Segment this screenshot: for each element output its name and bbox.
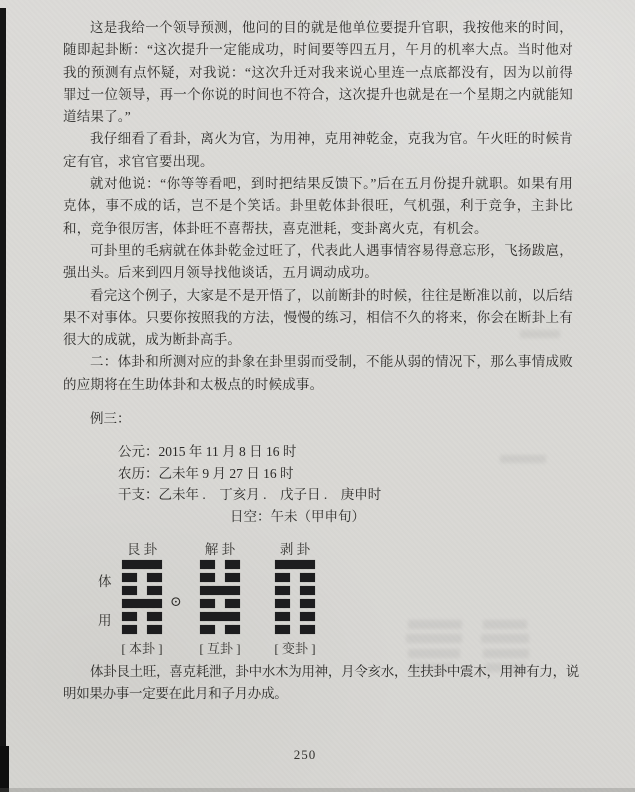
hexagram-title: 艮 卦 bbox=[126, 542, 158, 557]
bleed-through-mark bbox=[481, 634, 529, 643]
hexagram-diagram bbox=[63, 538, 363, 668]
hexagram-caption: [ 变卦 ] bbox=[274, 641, 316, 656]
hexagram-hu-gua bbox=[200, 538, 240, 657]
bleed-through-mark bbox=[408, 649, 460, 658]
yin-line bbox=[275, 599, 315, 608]
hexagram-caption: [ 互卦 ] bbox=[199, 641, 241, 656]
hexagram-title: 剥 卦 bbox=[279, 542, 311, 557]
yin-line bbox=[122, 586, 162, 595]
yang-line bbox=[200, 612, 240, 621]
body-paragraph: 这是我给一个领导预测，他问的目的就是他单位要提升官职，我按他来的时间，随即起卦断：“这次提升一定能成功，时间要等四五月，午月的机率大点。当时他对我的预测有点怀疑，对我说：“这次升迁对我来说心里连一点底都没有，因为以前得罪过一位领导，再一个你说的时间也不符合，这次提升也就是在一个星期之内就能知道结果了。” bbox=[63, 20, 573, 125]
date-line-lunar: 农历：乙未年 9 月 27 日 16 时 bbox=[118, 465, 294, 481]
hexagram-bian-gua bbox=[275, 538, 315, 657]
yang-line bbox=[275, 560, 315, 569]
hexagram-lines bbox=[200, 560, 240, 634]
bleed-through-mark bbox=[406, 634, 462, 643]
body-paragraph: 二：体卦和所测对应的卦象在卦里弱而受制，不能从弱的情况下，那么事情成败的应期将在生助体卦和太极点的时候成事。 bbox=[63, 354, 573, 392]
body-paragraph: 我仔细看了看卦，离火为官，为用神，克用神乾金，克我为官。午火旺的时候肯定有官，求官官要出现。 bbox=[63, 131, 573, 169]
scan-edge-bottom bbox=[0, 788, 635, 792]
bleed-through-mark bbox=[483, 620, 527, 629]
yin-line bbox=[122, 625, 162, 634]
yin-line bbox=[122, 573, 162, 582]
bleed-through-mark bbox=[408, 620, 462, 629]
moving-line-marker-icon: ⊙ bbox=[170, 595, 182, 610]
ti-body-label: 体 bbox=[98, 574, 112, 589]
page-number: 250 bbox=[293, 747, 317, 762]
hexagram-ben-gua bbox=[122, 538, 162, 657]
body-paragraph: 可卦里的毛病就在体卦乾金过旺了，代表此人遇事情容易得意忘形，飞扬跋扈，强出头。后来到四月领导找他谈话，五月调动成功。 bbox=[63, 242, 573, 281]
closing-paragraph: 体卦艮土旺，喜克耗泄，卦中水木为用神，月令亥水，生扶卦中震木，用神有力，说明如果办事一定要在此月和子月办成。 bbox=[63, 664, 579, 702]
yin-line bbox=[275, 573, 315, 582]
yin-line bbox=[275, 625, 315, 634]
hexagram-lines bbox=[275, 560, 315, 634]
yang-line bbox=[122, 599, 162, 608]
yin-line bbox=[200, 599, 240, 608]
yong-use-label: 用 bbox=[98, 613, 112, 628]
body-paragraph: 看完这个例子，大家是不是开悟了，以前断卦的时候，往往是断准以前，以后结果不对事体。只要你按照我的方法，慢慢的练习，相信不久的将来，你会在断卦上有很大的成就，成为断卦高手。 bbox=[63, 287, 573, 348]
example-label: 例三： bbox=[90, 411, 131, 427]
bleed-through-mark bbox=[500, 455, 546, 463]
yin-line bbox=[275, 586, 315, 595]
yin-line bbox=[122, 612, 162, 621]
date-line-gregorian: 公元：2015 年 11 月 8 日 16 时 bbox=[118, 444, 297, 460]
scan-edge-left bbox=[0, 8, 6, 792]
yin-line bbox=[200, 560, 240, 569]
body-paragraph: 就对他说：“你等等看吧，到时把结果反馈下。”后在五月份提升就职。如果有用克体，事不成的话，岂不是个笑话。卦里乾体卦很旺，气机强，利于竞争，主卦比和，竞争很厉害，体卦旺不喜帮扶，喜克泄耗，变卦离火克，有机会。 bbox=[63, 176, 573, 236]
date-line-ganzhi: 干支：乙未年 . 丁亥月 . 戊子日 . 庚申时 bbox=[118, 487, 382, 503]
hexagram-title: 解 卦 bbox=[204, 542, 236, 557]
text-column bbox=[63, 17, 573, 527]
yin-line bbox=[200, 625, 240, 634]
yang-line bbox=[200, 586, 240, 595]
date-line-rikong: 日空：午未（甲申旬） bbox=[230, 508, 365, 524]
yang-line bbox=[122, 560, 162, 569]
scan-edge-left-bottom bbox=[0, 746, 9, 792]
yin-line bbox=[200, 573, 240, 582]
hexagram-caption: [ 本卦 ] bbox=[121, 641, 163, 656]
hexagram-lines bbox=[122, 560, 162, 634]
yin-line bbox=[275, 612, 315, 621]
bleed-through-mark bbox=[483, 649, 529, 658]
bleed-through-mark bbox=[520, 330, 560, 338]
